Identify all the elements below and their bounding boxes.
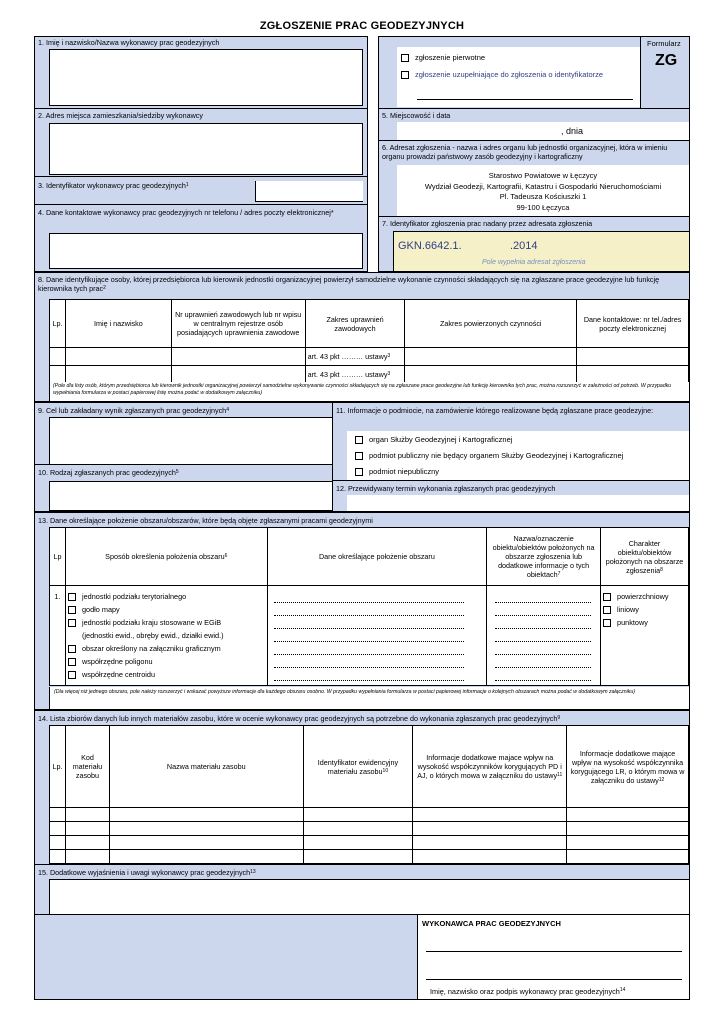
section-14-label: 14. Lista zbiorów danych lub innych materiałów zasobu, które w ocenie wykonawcy prac geodezyjnych są potrzebne do wykonania zgłaszanych prac geodezyjnych$^9$ [38,714,561,723]
section-13-note: (Dla więcej niż jednego obszaru, pole należy rozszerzyć i wskazać powyższe informacje dla każdego obszaru osobno. W przypadku wypełniania formularza w postaci papierowej informacje o kolejnych obszarach można podać w dodatkowym załączniku) [54,689,635,695]
materials-col-info1: Informacje dodatkowe majace wpływ na wysokość współczynników korygujących PD i AJ, o których mowa w załączniku do ustawy$^{11}$ [413,726,567,808]
persons-col-nr: Nr uprawnień zawodowych lub nr wpisu w centralnym rejestrze osób posiadających uprawnienia zawodowe [171,300,305,348]
deadline-field[interactable] [347,495,689,511]
purpose-field[interactable] [49,417,333,465]
art-cell[interactable]: art. 43 pkt ……… ustawy$^3$ [305,366,405,384]
report-id-hint: Pole wypełnia adresat zgłoszenia [482,259,586,266]
section-11 [332,402,690,482]
method-opt2-label: godło mapy [81,605,120,614]
persons-col-lp: Lp. [50,300,66,348]
client-opt2-checkbox[interactable] [355,452,363,460]
section-2 [34,108,368,178]
addressee-line-3: Pl. Tadeusza Kościuszki 1 [499,192,587,201]
client-opt1-label: organ Służby Geodezyjnej i Kartograficznej [369,435,513,444]
executor-address-field[interactable] [49,123,363,175]
dnia-label: , dnia [561,126,584,136]
section-13-note-box [49,687,689,709]
executor-contact-field[interactable] [49,233,363,269]
signature-line-1[interactable] [426,951,682,952]
table-row [50,586,689,686]
section-14 [34,710,690,866]
section-6 [378,140,690,218]
section-9 [34,402,334,466]
method-opt2-checkbox[interactable] [68,606,76,614]
report-type-box [397,47,641,107]
signature-area [34,914,690,1000]
section-13 [34,512,690,710]
method-opt3-label: jednostki podziału kraju stosowane w EGiB [81,618,222,627]
area-data-cell[interactable] [267,586,487,686]
section-3-label: 3. Identyfikator wykonawcy prac geodezyjnych$^1$ [38,181,189,190]
signature-line-2[interactable] [426,979,682,980]
section-13-label: 13. Dane określające położenie obszaru/obszarów, które będą objęte zgłaszanymi pracami geodezyjnymi [38,516,373,525]
formularz-code: ZG [655,52,678,69]
section-8-note-box [49,382,689,401]
persons-col-zakres: Zakres uprawnień zawodowych [305,300,405,348]
section-10-label: 10. Rodzaj zgłaszanych prac geodezyjnych$^5$ [38,468,179,477]
table-row [50,348,689,366]
report-id-box [393,231,689,271]
section-1-label: 1. Imię i nazwisko/Nazwa wykonawcy prac geodezyjnych [38,38,220,47]
first-report-label: zgłoszenie pierwotne [415,53,486,62]
work-type-field[interactable] [49,481,333,511]
executor-id-field[interactable] [255,181,363,202]
addressee-line-2: Wydział Geodezji, Kartografii, Katastru i Gospodarki Nieruchomościami [424,181,662,191]
supplement-id-line[interactable] [417,99,633,100]
remarks-field[interactable] [49,879,689,915]
formularz-box [640,36,690,110]
char-opt3-label: punktowy [617,618,648,627]
supplement-report-checkbox[interactable] [401,71,409,79]
area-col-lp: Lp [50,528,66,586]
table-row [50,836,689,850]
char-opt2-label: liniowy [617,605,639,614]
section-2-label: 2. Adres miejsca zamieszkania/siedziby wykonawcy [38,111,203,120]
persons-table [49,299,689,384]
section-1 [34,36,368,110]
char-opt1-checkbox[interactable] [603,593,611,601]
section-6-label: 6. Adresat zgłoszenia - nazwa i adres organu lub jednostki organizacyjnej, która w imieniu organu prowadzi państwowy zasób geodezyjny i kartograficzny [382,143,668,161]
method-opt1-label: jednostki podziału terytorialnego [81,592,187,601]
place-date-field[interactable] [397,122,689,141]
materials-col-nazwa: Nazwa materiału zasobu [109,726,303,808]
first-report-checkbox[interactable] [401,54,409,62]
area-objects-cell[interactable] [487,586,601,686]
area-table [49,527,689,686]
signature-caption: Imię, nazwisko oraz podpis wykonawcy prac geodezyjnych$^{14}$ [430,987,626,996]
executor-name-field[interactable] [49,49,363,106]
client-opt1-checkbox[interactable] [355,436,363,444]
section-15 [34,864,690,916]
area-character [601,586,689,686]
client-opt3-checkbox[interactable] [355,468,363,476]
section-3 [34,176,368,206]
section-8-note: (Pole dla listy osób, którym przedsiębiorca lub kierownik jednostki organizacyjnej powierzył samodzielne wykonywanie czynności składających się na zgłaszane prace geodezyjne lub funkcję kierownika tych prac, można rozszerzyć w zależności od potrzeb. W przypadku wypełniania formularza w postaci papierowej listę można podać w dodatkowym załączniku) [53,383,672,396]
section-7 [378,216,690,272]
section-9-label: 9. Cel lub zakładany wynik zgłaszanych prac geodezyjnych$^4$ [38,406,229,415]
table-row [50,366,689,384]
report-type-section [378,36,642,110]
client-type-box [347,431,689,481]
report-id-prefix: GKN.6642.1. [398,240,462,252]
section-7-label: 7. Identyfikator zgłoszenia prac nadany przez adresata zgłoszenia [382,219,593,228]
section-12 [332,480,690,512]
area-col-sposob: Sposób określenia położenia obszaru$^6$ [65,528,267,586]
signature-heading: WYKONAWCA PRAC GEODEZYJNYCH [422,919,561,928]
materials-col-kod: Kod materiału zasobu [65,726,109,808]
formularz-label: Formularz [647,39,681,48]
section-10 [34,464,334,512]
persons-col-czynnosci: Zakres powierzonych czynności [405,300,577,348]
section-12-label: 12. Przewidywany termin wykonania zgłaszanych prac geodezyjnych [336,484,556,493]
char-opt1-label: powierzchniowy [617,592,669,601]
addressee-line-1: Starostwo Powiatowe w Łęczycy [488,171,598,180]
addressee-line-4: 99-100 Łęczyca [516,202,570,212]
area-row-lp: 1. [50,586,66,686]
supplement-report-label: zgłoszenie uzupełniające do zgłoszenia o identyfikatorze [415,70,604,79]
table-row [50,808,689,822]
table-row [50,850,689,864]
client-opt2-label: podmiot publiczny nie będący organem Służby Geodezyjnej i Kartograficznej [369,451,624,460]
section-8 [34,272,690,402]
section-15-label: 15. Dodatkowe wyjaśnienia i uwagi wykonawcy prac geodezyjnych$^{13}$ [38,868,256,877]
section-5 [378,108,690,142]
char-opt2-checkbox[interactable] [603,606,611,614]
area-methods [65,586,267,686]
section-8-label: 8. Dane identyfikujące osoby, której przedsiębiorca lub kierownik jednostki organizacyjnej powierzył samodzielne wykonanie czynności składających się na zgłaszane prace geodezyjne lub funkcję kierownika tych prac$^2$ [38,275,660,293]
method-opt3-detail: (jednostki ewid., obręby ewid., działki ewid.) [81,631,224,640]
method-opt6-label: współrzędne centroidu [81,670,155,679]
method-opt3-checkbox[interactable] [68,619,76,627]
section-5-label: 5. Miejscowość i data [382,111,451,120]
materials-col-info2: Informacje dodatkowe mające wpływ na wysokość współczynnika korygującego LR, o którym mowa w załączniku do ustawy$^{12}$ [567,726,689,808]
method-opt4-checkbox[interactable] [68,645,76,653]
client-opt3-label: podmiot niepubliczny [369,467,440,476]
art-cell[interactable]: art. 43 pkt ……… ustawy$^3$ [305,348,405,366]
section-11-label: 11. Informacje o podmiocie, na zamówienie którego realizowane będą zgłaszane prace geodezyjne: [336,406,654,415]
report-id-year: .2014 [510,240,538,252]
method-opt6-checkbox[interactable] [68,671,76,679]
area-col-dane: Dane określające położenie obszaru [267,528,487,586]
area-col-charakter: Charakter obiektu/obiektów położonych na obszarze zgłoszenia$^8$ [601,528,689,586]
section-4 [34,204,368,272]
method-opt1-checkbox[interactable] [68,593,76,601]
table-row [50,822,689,836]
char-opt3-checkbox[interactable] [603,619,611,627]
method-opt5-label: współrzędne poligonu [81,657,153,666]
persons-col-name: Imię i nazwisko [65,300,171,348]
method-opt4-label: obszar określony na załączniku graficznym [81,644,221,653]
materials-col-id: Identyfikator ewidencyjny materiału zasobu$^{10}$ [303,726,413,808]
form-title: ZGŁOSZENIE PRAC GEODEZYJNYCH [259,20,465,32]
materials-table [49,725,689,864]
section-4-label: 4. Dane kontaktowe wykonawcy prac geodezyjnych nr telefonu / adres poczty elektronicznej* [38,208,334,217]
area-col-nazwa: Nazwa/oznaczenie obiektu/obiektów położonych na obszarze zgłoszenia lub dodatkowe informacje o tych obiektach$^7$ [487,528,601,586]
method-opt5-checkbox[interactable] [68,658,76,666]
materials-col-lp: Lp. [50,726,66,808]
signature-box [417,915,689,999]
addressee-box [397,165,689,217]
persons-col-kontakt: Dane kontaktowe: nr tel./adres poczty elektronicznej [577,300,689,348]
